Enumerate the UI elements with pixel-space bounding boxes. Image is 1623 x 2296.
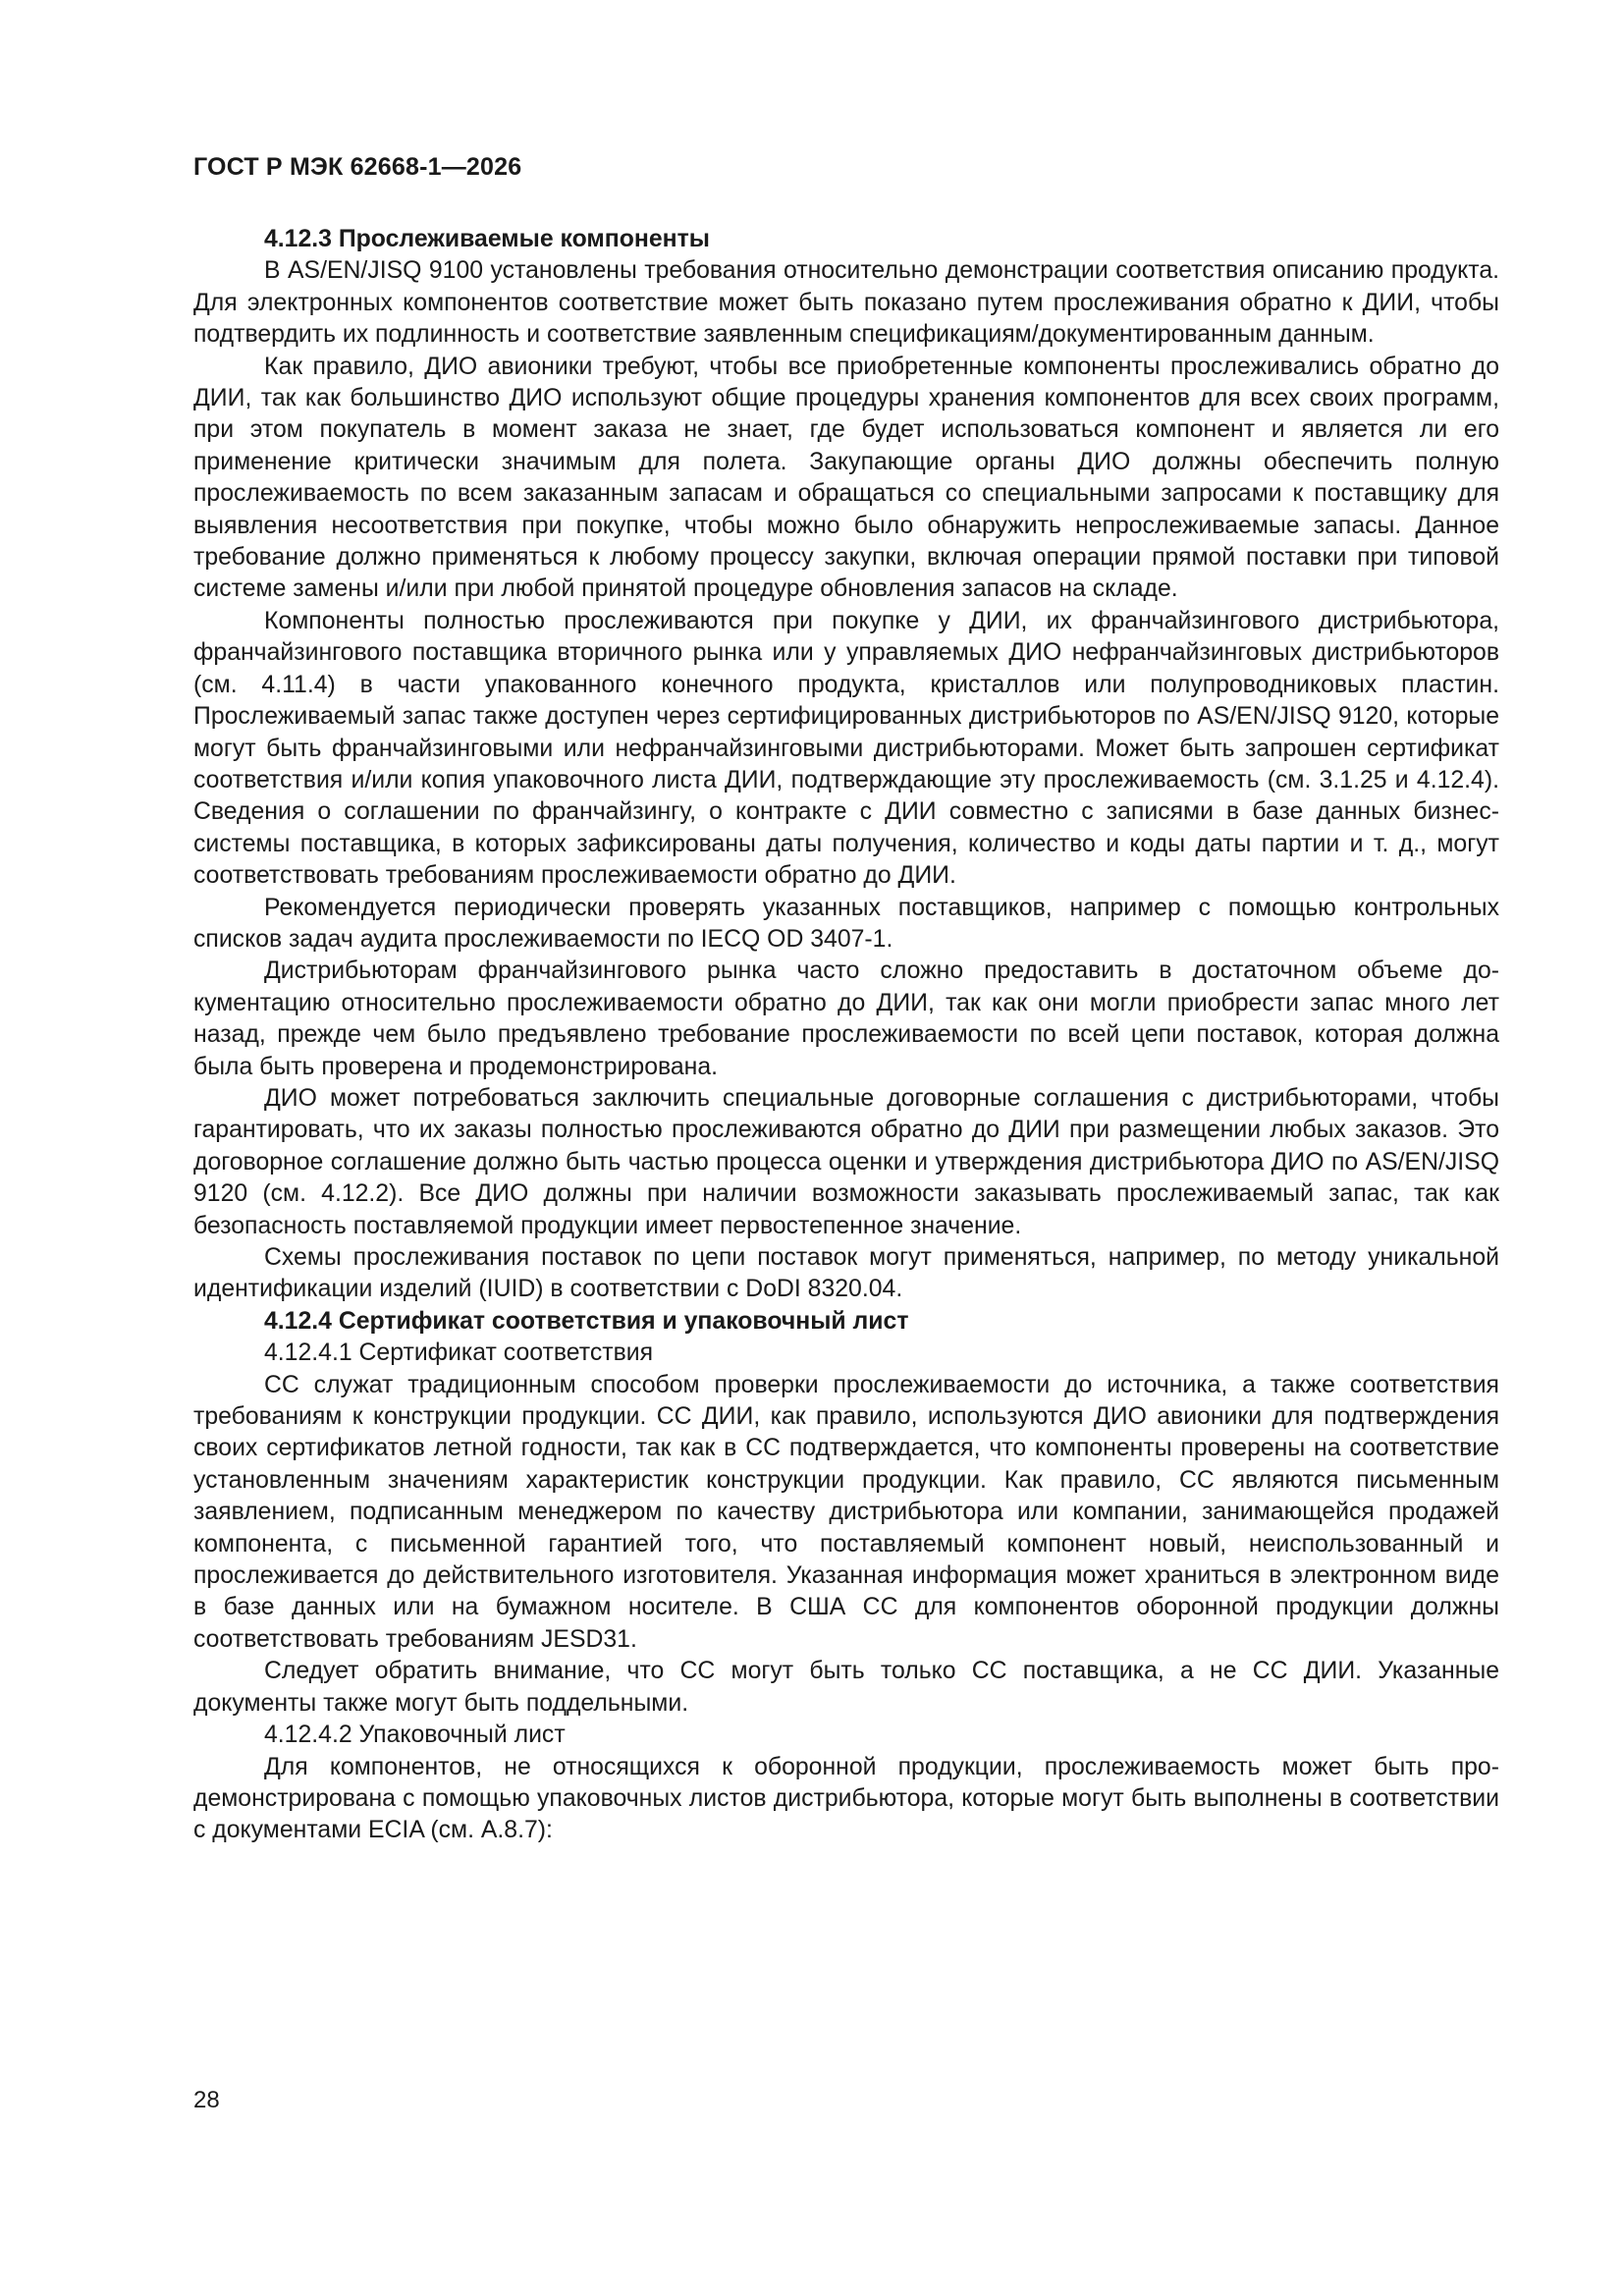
paragraph: СС служат традиционным способом проверки прослеживаемости до источника, а также соответствия требованиям к конструкции продукции. СС ДИИ, как правило, используются ДИО авионики для подтверждения своих сертификатов летной годности, так как в СС подтверждается, что компоненты проверены на соответствие установленным значениям характеристик конструкции продукции. Как правило, СС являются письменным заявлением, подписанным менеджером по качеству дистрибьютора или компании, занимающейся продажей компонента, с письменной гарантией того, что поставляемый компонент новый, неиспользованный и прослеживается до действительного изготовителя. Указанная информация может храниться в электронном виде в базе данных или на бумажном носителе. В США СС для компонентов оборонной продукции должны соответствовать требованиям JESD31. [193,1371,1499,1653]
subsection-4-12-4-2-title: 4.12.4.2 Упаковочный лист [264,1722,566,1749]
paragraph: Схемы прослеживания поставок по цепи поставок могут применяться, например, по методу уникальной идентификации изделий (IUID) в соответствии с DoDI 8320.04. [193,1244,1499,1303]
section-4-12-4-title: 4.12.4 Сертификат соответствия и упаковочный лист [264,1307,909,1335]
paragraph: В AS/EN/JISQ 9100 установлены требования относительно демонстрации соответствия описанию продукта. Для электронных компонентов соответствие может быть показано путем прослеживания обратно к ДИИ, чтобы подтвердить их подлинность и соответствие заявленным спецификациям/документированным данным. [193,257,1499,349]
paragraph: Следует обратить внимание, что СС могут быть только СС поставщика, а не СС ДИИ. Указанные документы также могут быть поддельными. [193,1658,1499,1717]
paragraph: Для компонентов, не относящихся к оборонной продукции, прослеживаемость может быть продемонстрирована с помощью упаковочных листов дистрибьютора, которые могут быть выполнены в соответствии с документами ECIA (см. А.8.7): [193,1753,1499,1844]
paragraph: Компоненты полностью прослеживаются при покупке у ДИИ, их франчайзингового дистрибьютора, франчайзингового поставщика вторичного рынка или у управляемых ДИО нефранчайзинговых дистрибьюторов (см. 4.11.4) в части упакованного конечного продукта, кристаллов или полупроводниковых пластин. Прослеживаемый запас также доступен через сертифицированных дистрибьюторов по AS/EN/JISQ 9120, которые могут быть франчайзинговыми или нефранчайзинговыми дистрибьюторами. Может быть запрошен сертификат соответствия и/или копия упаковочного листа ДИИ, подтверждающие эту прослеживаемость (см. 3.1.25 и 4.12.4). Сведения о соглашении по франчайзингу, о контракте с ДИИ совместно с записями в базе данных бизнес-системы поставщика, в которых зафиксированы даты получения, количество и коды даты партии и т. д., могут соответствовать требованиям прослеживаемости обратно до ДИИ. [193,607,1499,890]
paragraph: Рекомендуется периодически проверять указанных поставщиков, например с помощью контрольных списков задач аудита прослеживаемости по IECQ OD 3407-1. [193,894,1499,953]
document-code-header: ГОСТ Р МЭК 62668-1—2026 [193,153,522,181]
page-content [193,224,1499,1847]
subsection-4-12-4-1-title: 4.12.4.1 Сертификат соответствия [264,1339,654,1367]
paragraph: Как правило, ДИО авионики требуют, чтобы все приобретенные компоненты прослеживались обратно до ДИИ, так как большинство ДИО используют общие процедуры хранения компонентов для всех своих программ, при этом покупатель в момент заказа не знает, где будет использоваться компонент и является ли его применение критически значимым для полета. Закупающие органы ДИО должны обеспечить полную прослеживаемость по всем заказанным запасам и обращаться со специальными запросами к поставщику для выявления несоответствия при покупке, чтобы можно было обнаружить непрослеживаемые запасы. Данное требование должно применяться к любому процессу закупки, включая операции прямой поставки при типовой системе замены и/или при любой принятой процедуре обновления запасов на складе. [193,353,1499,603]
paragraph: Дистрибьюторам франчайзингового рынка часто сложно предоставить в достаточном объеме документацию относительно прослеживаемости обратно до ДИИ, так как они могли приобрести запас много лет назад, прежде чем было предъявлено требование прослеживаемости по всей цепи поставок, которая должна была быть проверена и продемонстрирована. [193,957,1499,1080]
section-4-12-3-title: 4.12.3 Прослеживаемые компоненты [264,226,710,252]
page-number: 28 [193,2087,220,2113]
paragraph: ДИО может потребоваться заключить специальные договорные соглашения с дистрибьюторами, чтобы гарантировать, что их заказы полностью прослеживаются обратно до ДИИ при размещении любых заказов. Это договорное соглашение должно быть частью процесса оценки и утверждения дистрибьютора ДИО по AS/EN/JISQ 9120 (см. 4.12.2). Все ДИО должны при наличии возможности заказывать прослеживаемый запас, так как безопасность поставляемой продукции имеет первостепенное значение. [193,1084,1499,1239]
